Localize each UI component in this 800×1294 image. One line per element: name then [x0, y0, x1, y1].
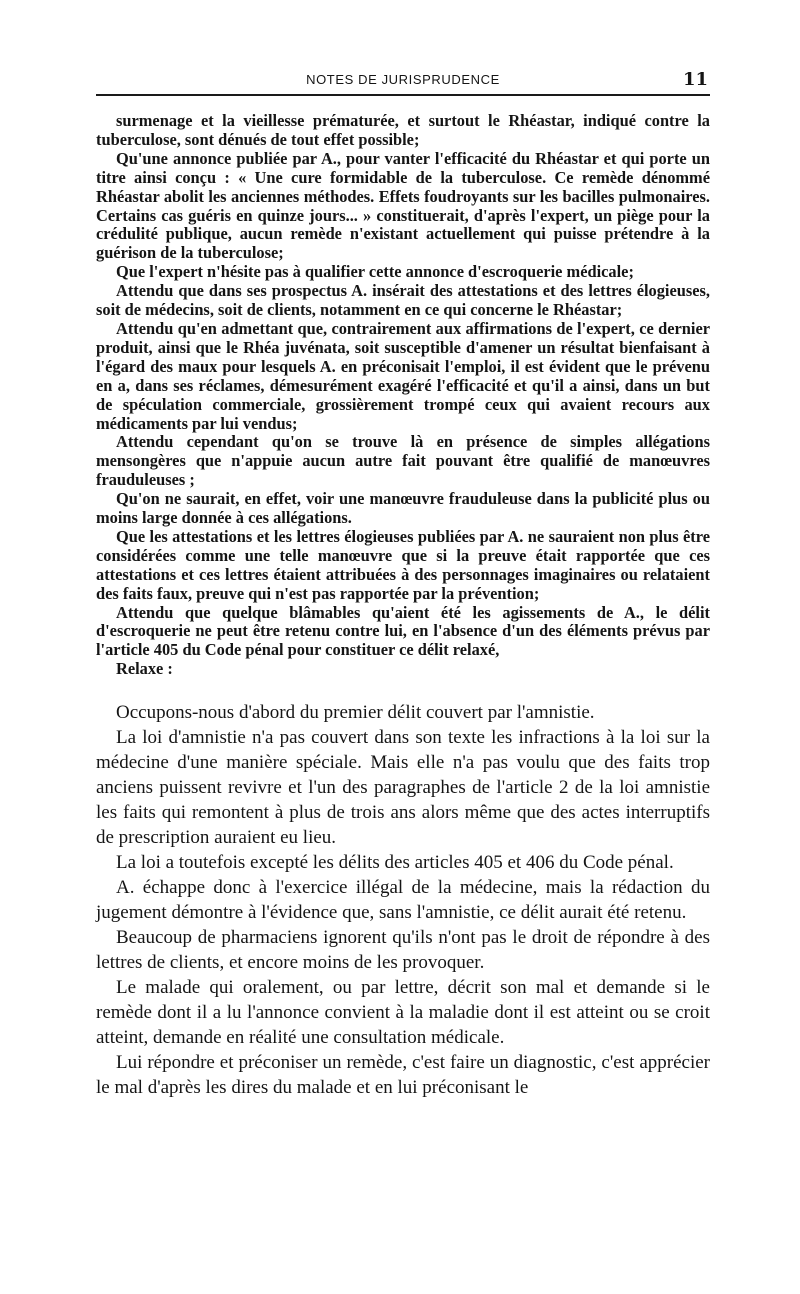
page-number: 11 [682, 69, 708, 90]
judgment-paragraph: Qu'on ne saurait, en effet, voir une manœuvre frauduleuse dans la publicité plus ou moins large donnée à ces allégations. [96, 489, 710, 528]
commentary-paragraph: Beaucoup de pharmaciens ignorent qu'ils n'ont pas le droit de répondre à des lettres de clients, et encore moins de les provoquer. [96, 927, 710, 974]
judgment-paragraph: Attendu qu'en admettant que, contrairement aux affirmations de l'expert, ce dernier produit, ainsi que le Rhéa juvénata, soit susceptible d'amener un résultat bienfaisant à l'égard des maux pour lesquels A. en préconisait l'emploi, il est évident que le prévenu en a, dans ses réclames, démesurément exagéré l'efficacité et qu'il a ainsi, dans un but de spéculation commerciale, grossièrement trompé ceux qui avaient recours aux médicaments par lui vendus; [96, 318, 710, 433]
commentary-paragraph: A. échappe donc à l'exercice illégal de la médecine, mais la rédaction du jugement démontre à l'évidence que, sans l'amnistie, ce délit aurait été retenu. [96, 877, 710, 924]
judgment-paragraph: Attendu cependant qu'on se trouve là en présence de simples allégations mensongères que n'appuie aucun autre fait pouvant être qualifié de manœuvres frauduleuses ; [96, 432, 710, 490]
running-header-title: NOTES DE JURISPRUDENCE [306, 72, 500, 87]
judgment-verdict: Relaxe : [116, 659, 173, 679]
judgment-paragraph: Qu'une annonce publiée par A., pour vanter l'efficacité du Rhéastar et qui porte un titre ainsi conçu : « Une cure formidable de la tuberculose. Ce remède dénommé Rhéastar abolit les anciennes méthodes. Effets foudroyants sur les bacilles pulmonaires. Certains cas guéris en quinze jours... » constituerait, d'après l'expert, un piège pour la crédulité publique, aucun remède n'existant actuellement qui puisse prétendre à la guérison de la tuberculose; [96, 148, 710, 263]
judgment-paragraph: Attendu que dans ses prospectus A. insérait des attestations et des lettres élogieuses, soit de médecins, soit de clients, notamment en ce qui concerne le Rhéastar; [96, 281, 710, 320]
judgment-paragraph: surmenage et la vieillesse prématurée, et surtout le Rhéastar, indiqué contre la tuberculose, sont dénués de tout effet possible; [96, 111, 710, 149]
judgment-paragraph: Que les attestations et les lettres élogieuses publiées par A. ne sauraient non plus être considérées comme une telle manœuvre que si la preuve était rapportée que ces attestations et ces lettres étaient attribuées à des personnages imaginaires ou relataient des faits faux, preuve qui n'est pas rapportée par la prévention; [96, 526, 710, 603]
quoted-judgment [96, 112, 710, 679]
judgment-paragraph: Attendu que quelque blâmables qu'aient été les agissements de A., le délit d'escroquerie ne peut être retenu contre lui, en l'absence d'un des éléments prévus par l'article 405 du Code pénal pour constituer ce délit relaxé, [96, 602, 710, 660]
commentary-paragraph: Le malade qui oralement, ou par lettre, décrit son mal et demande si le remède dont il a lu l'annonce convient à la maladie dont il est atteint ou se croit atteint, demande en réalité une consultation médicale. [96, 977, 710, 1049]
commentary-paragraph: La loi d'amnistie n'a pas couvert dans son texte les infractions à la loi sur la médecine d'une manière spéciale. Mais elle n'a pas voulu que des faits trop anciens puissent revivre et l'un des paragraphes de l'article 2 de la loi amnistie les faits qui remontent à plus de trois ans alors même que des actes interruptifs de prescription auraient eu lieu. [96, 727, 710, 849]
running-header [96, 66, 710, 96]
commentary-paragraph: Occupons-nous d'abord du premier délit couvert par l'amnistie. [116, 702, 595, 724]
commentary [96, 700, 710, 1100]
judgment-paragraph: Que l'expert n'hésite pas à qualifier cette annonce d'escroquerie médicale; [116, 262, 634, 282]
document-page [96, 66, 710, 1100]
commentary-paragraph: La loi a toutefois excepté les délits des articles 405 et 406 du Code pénal. [116, 852, 674, 874]
commentary-paragraph: Lui répondre et préconiser un remède, c'est faire un diagnostic, c'est apprécier le mal d'après les dires du malade et en lui préconisant le [96, 1052, 710, 1099]
